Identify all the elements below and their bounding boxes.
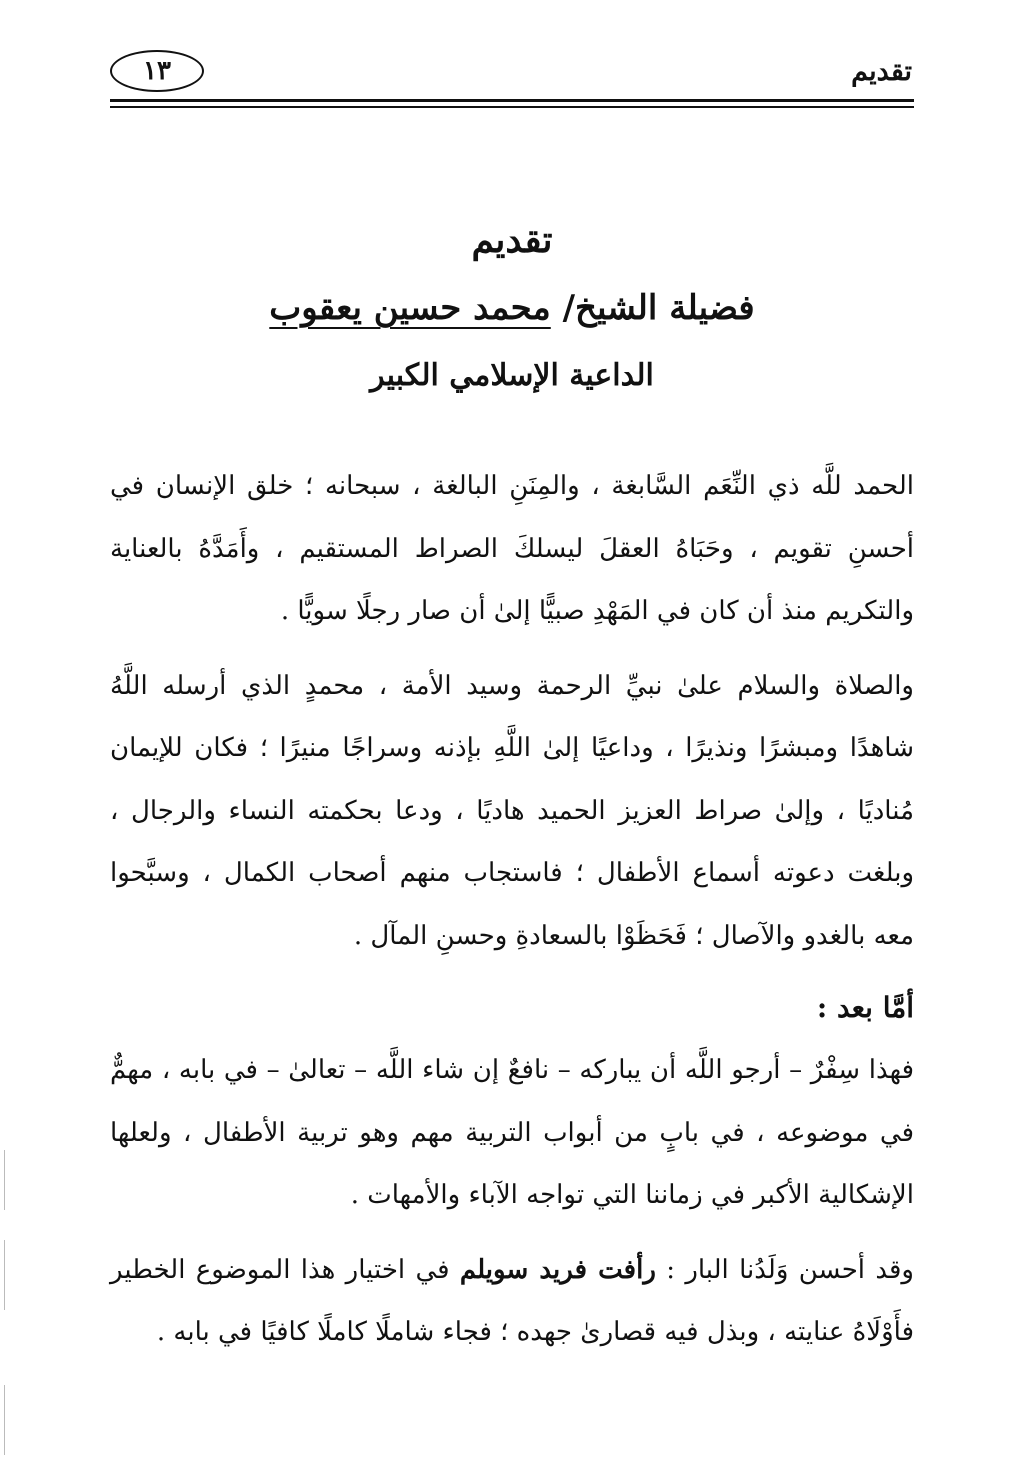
header-rule-thick (110, 99, 914, 102)
running-title: تقديم (851, 56, 912, 87)
paragraph-4-start: وقد أحسن وَلَدُنا البار : (655, 1254, 914, 1285)
page-number-badge: ١٣ (110, 50, 204, 92)
title-block (110, 210, 914, 404)
author-line (110, 276, 914, 340)
scan-mark (4, 1385, 5, 1455)
page-title: تقديم (471, 219, 553, 261)
author-highlight: رأفت فريد سويلم (459, 1254, 656, 1285)
author-name: محمد حسين يعقوب (269, 288, 551, 328)
author-prefix: فضيلة الشيخ/ (550, 288, 755, 328)
running-header (110, 44, 914, 100)
paragraph-1: الحمد للَّه ذي النِّعَم السَّابغة ، والمِنَنِ البالغة ، سبحانه ؛ خلق الإنسان في أحسنِ تقويم ، وحَبَاهُ العقلَ ليسلكَ الصراط المستقيم ، وأَمَدَّهُ بالعناية والتكريم منذ أن كان في المَهْدِ صبيًّا إلىٰ أن صار رجلًا سويًّا . (110, 471, 914, 626)
scan-mark (4, 1150, 5, 1210)
paragraph-4 (110, 1239, 914, 1364)
header-rule-thin (110, 106, 914, 108)
body-text (110, 455, 914, 1376)
author-description: الداعية الإسلامي الكبير (370, 358, 654, 393)
paragraph-3: فهذا سِفْرٌ – أرجو اللَّه أن يباركه – نافعٌ إن شاء اللَّه – تعالىٰ – في بابه ، مهمٌّ في موضوعه ، في بابٍ من أبواب التربية مهم وهو تربية الأطفال ، ولعلها الإشكالية الأكبر في زماننا التي تواجه الآباء والأمهات . (110, 1055, 914, 1210)
paragraph-2: والصلاة والسلام علىٰ نبيِّ الرحمة وسيد الأمة ، محمدٍ الذي أرسله اللَّهُ شاهدًا ومبشرًا ونذيرًا ، وداعيًا إلىٰ اللَّهِ بإذنه وسراجًا منيرًا ؛ فكان للإيمان مُناديًا ، وإلىٰ صراط العزيز الحميد هاديًا ، ودعا بحكمته النساء والرجال ، وبلغت دعوته أسماع الأطفال ؛ فاستجاب منهم أصحاب الكمال ، وسبَّحوا معه بالغدو والآصال ؛ فَحَظَوْا بالسعادةِ وحسنِ المآل . (110, 670, 914, 951)
scan-mark (4, 1240, 5, 1310)
paragraph-4-end: في اختيار هذا الموضوع الخطير فأَوْلَاهُ عنايته ، وبذل فيه قصارىٰ جهده ؛ فجاء شاملًا كاملًا كافيًا في بابه . (110, 1254, 914, 1347)
section-heading: أمَّا بعد : (816, 991, 914, 1024)
